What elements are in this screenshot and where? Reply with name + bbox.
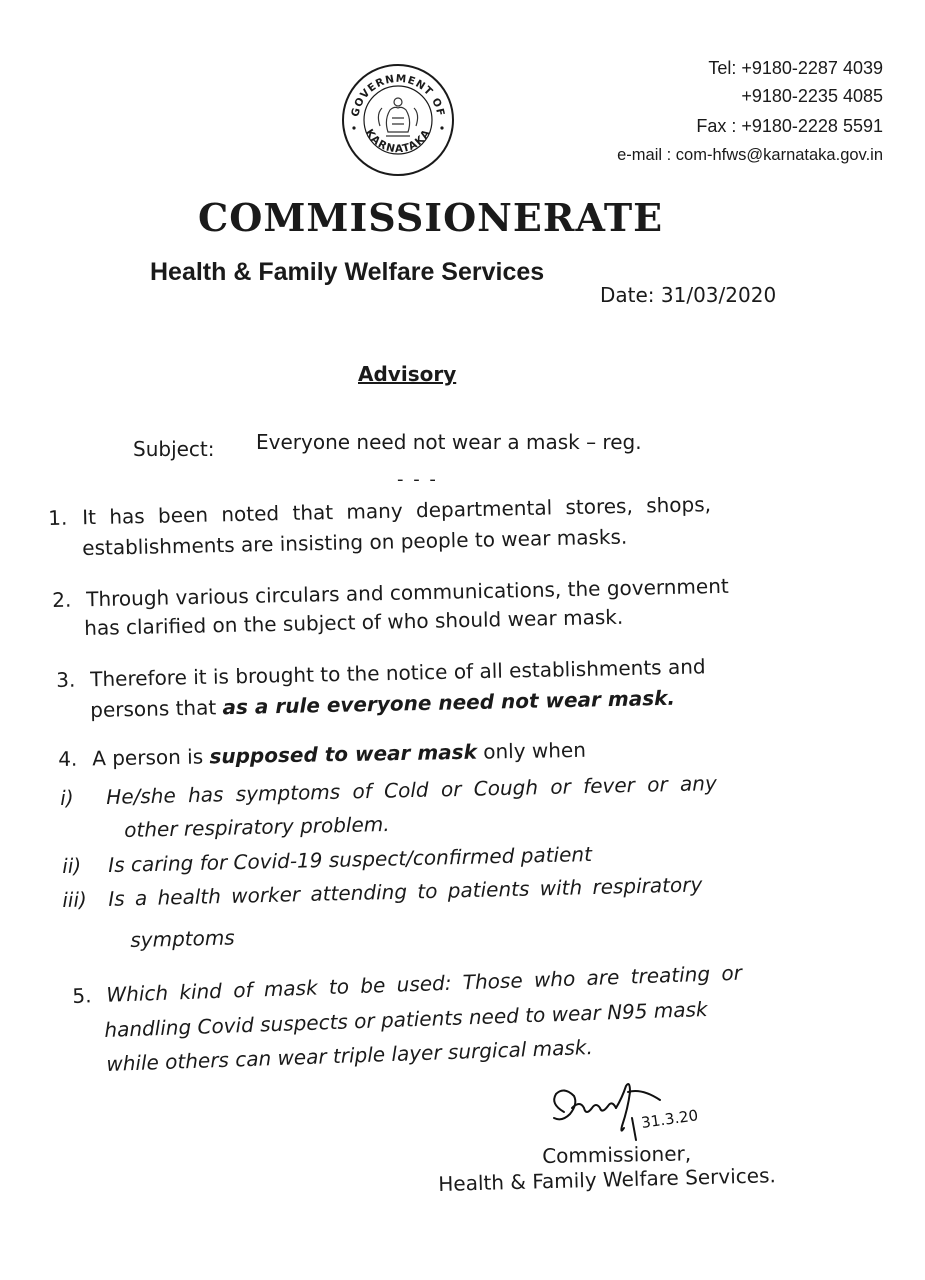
point-3-number: 3. xyxy=(56,667,76,692)
subpoint-i xyxy=(60,771,717,810)
subpoint-ii-number: ii) xyxy=(62,853,82,878)
signature-icon xyxy=(542,1078,732,1148)
point-5-line-2: handling Covid suspects or patients need to wear N95 mask xyxy=(104,996,708,1042)
point-3-line-2 xyxy=(90,686,675,722)
subpoint-ii-line-1: Is caring for Covid-19 suspect/confirmed patient xyxy=(107,841,593,877)
subpoint-iii-line-2: symptoms xyxy=(130,925,235,952)
point-2 xyxy=(52,574,729,612)
subpoint-ii xyxy=(62,842,592,878)
point-1-line-1: It has been noted that many departmental stores, shops, xyxy=(81,492,712,530)
seal-bottom-text: KARNATAKA xyxy=(362,127,434,156)
subpoint-iii xyxy=(62,872,703,912)
separator: - - - xyxy=(397,469,438,490)
point-4-number: 4. xyxy=(58,746,78,771)
telephone-2: +9180-2235 4085 xyxy=(741,86,883,106)
signatory-designation: Commissioner, xyxy=(542,1141,692,1168)
signatory-department: Health & Family Welfare Services. xyxy=(438,1163,777,1196)
email-address: e-mail : com-hfws@karnataka.gov.in xyxy=(617,146,883,164)
document-date: Date: 31/03/2020 xyxy=(600,283,777,307)
government-seal-icon xyxy=(340,62,456,178)
telephone-1: Tel: +9180-2287 4039 xyxy=(708,58,883,78)
point-3-line-2-plain: persons that xyxy=(90,695,223,722)
point-1-number: 1. xyxy=(48,505,68,530)
seal-top-text: GOVERNMENT OF xyxy=(349,72,447,118)
point-4-emphasis: supposed to wear mask xyxy=(209,739,478,769)
point-5-line-3: while others can wear triple layer surgical mask. xyxy=(106,1035,594,1076)
subject-label: Subject: xyxy=(133,437,215,461)
point-4-pre: A person is xyxy=(91,744,210,771)
point-4 xyxy=(58,738,586,771)
point-5-number: 5. xyxy=(72,983,92,1008)
subpoint-i-line-2: other respiratory problem. xyxy=(124,811,390,842)
point-2-line-2: has clarified on the subject of who should wear mask. xyxy=(84,604,624,640)
subpoint-i-number: i) xyxy=(60,785,74,810)
subpoint-iii-line-1: Is a health worker attending to patients with respiratory xyxy=(107,872,703,911)
point-3-line-1: Therefore it is brought to the notice of all establishments and xyxy=(89,654,706,692)
point-5-line-1: Which kind of mask to be used: Those who are treating or xyxy=(105,960,743,1007)
fax-number: Fax : +9180-2228 5591 xyxy=(696,116,883,136)
subject-text: Everyone need not wear a mask – reg. xyxy=(256,430,642,454)
advisory-heading: Advisory xyxy=(358,362,457,386)
subpoint-i-line-1: He/she has symptoms of Cold or Cough or fever or any xyxy=(105,771,718,809)
subpoint-iii-number: iii) xyxy=(62,887,88,912)
point-2-line-1: Through various circulars and communications, the government xyxy=(85,573,729,612)
office-subtitle: Health & Family Welfare Services xyxy=(150,258,545,286)
handwritten-date: 31.3.20 xyxy=(640,1106,700,1132)
point-3-emphasis: as a rule everyone need not wear mask. xyxy=(222,685,676,720)
point-2-number: 2. xyxy=(52,587,72,612)
point-1-line-2: establishments are insisting on people to wear masks. xyxy=(82,524,628,560)
point-4-post: only when xyxy=(476,737,587,764)
office-title: COMMISSIONERATE xyxy=(198,195,664,240)
